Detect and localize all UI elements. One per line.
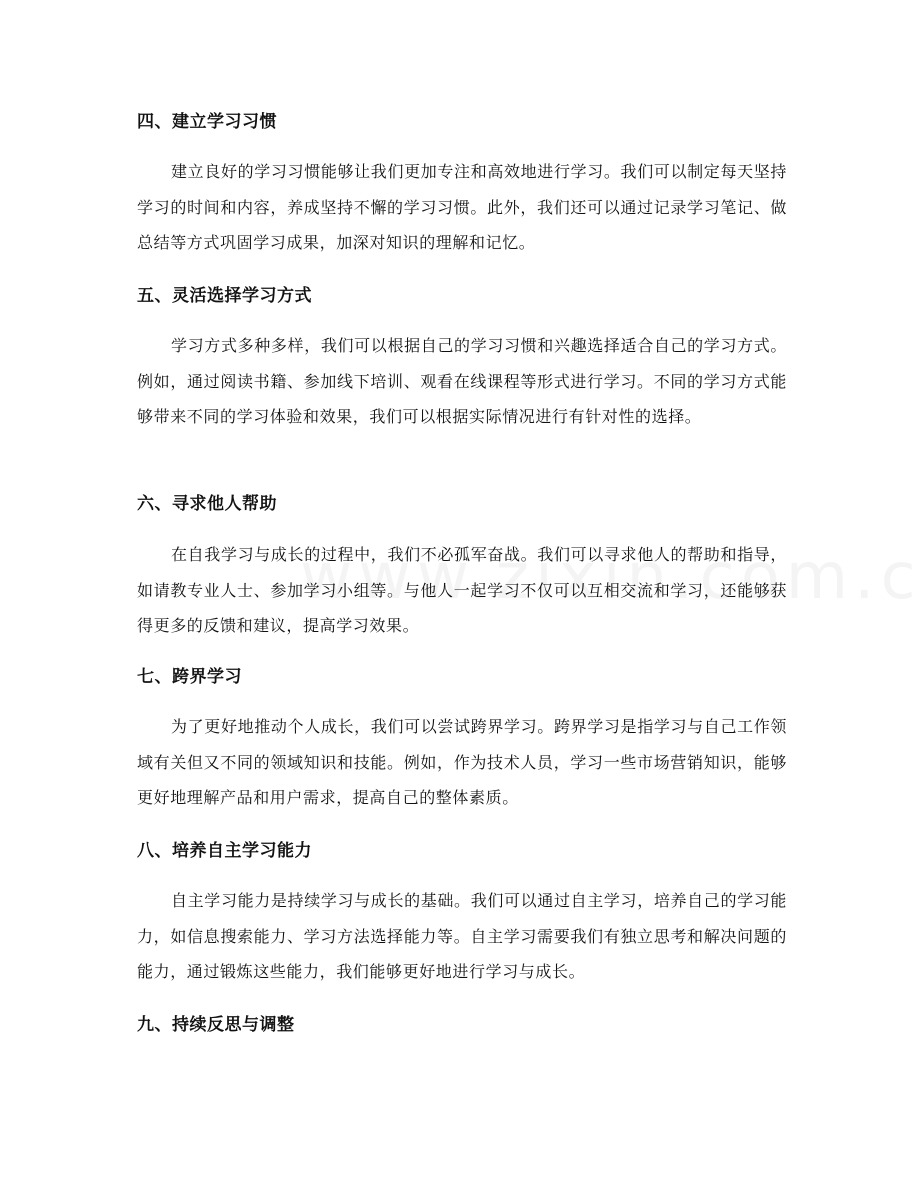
section-heading-8: 八、培养自主学习能力: [137, 841, 312, 861]
section-heading-9: 九、持续反思与调整: [137, 1015, 295, 1035]
section-paragraph-7: 为了更好地推动个人成长，我们可以尝试跨界学习。跨界学习是指学习与自己工作领域有关但又不同的领域知识和技能。例如，作为技术人员，学习一些市场营销知识，能够更好地理解产品和用户需求，提高自己的整体素质。: [137, 717, 787, 807]
section-heading-4: 四、建立学习习惯: [137, 112, 277, 132]
section-paragraph-4: 建立良好的学习习惯能够让我们更加专注和高效地进行学习。我们可以制定每天坚持学习的时间和内容，养成坚持不懈的学习习惯。此外，我们还可以通过记录学习笔记、做总结等方式巩固学习成果，加深对知识的理解和记忆。: [137, 162, 787, 252]
section-paragraph-6: 在自我学习与成长的过程中，我们不必孤军奋战。我们可以寻求他人的帮助和指导，如请教专业人士、参加学习小组等。与他人一起学习不仅可以互相交流和学习，还能够获得更多的反馈和建议，提高学习效果。: [137, 545, 787, 635]
section-heading-7: 七、跨界学习: [137, 667, 242, 687]
section-paragraph-5: 学习方式多种多样，我们可以根据自己的学习习惯和兴趣选择适合自己的学习方式。例如，通过阅读书籍、参加线下培训、观看在线课程等形式进行学习。不同的学习方式能够带来不同的学习体验和效果，我们可以根据实际情况进行有针对性的选择。: [137, 336, 787, 426]
section-heading-6: 六、寻求他人帮助: [137, 494, 277, 514]
section-heading-5: 五、灵活选择学习方式: [137, 286, 312, 306]
section-paragraph-8: 自主学习能力是持续学习与成长的基础。我们可以通过自主学习，培养自己的学习能力，如信息搜索能力、学习方法选择能力等。自主学习需要我们有独立思考和解决问题的能力，通过锻炼这些能力，我们能够更好地进行学习与成长。: [137, 891, 787, 981]
